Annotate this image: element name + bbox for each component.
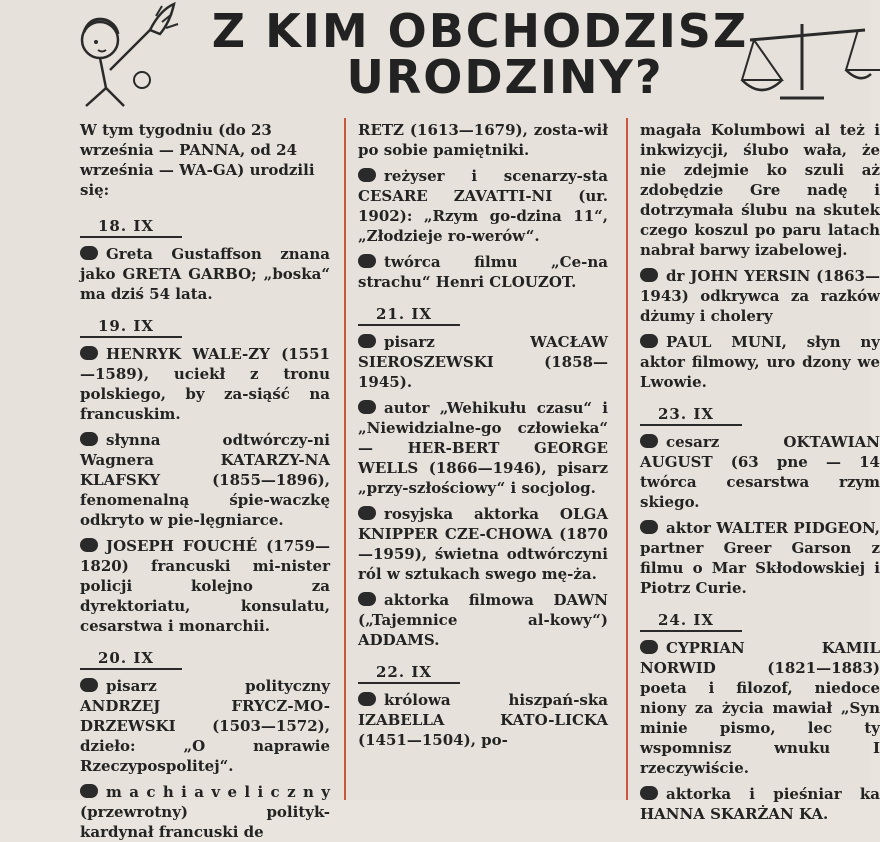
continued-text (358, 120, 608, 160)
page-heading (190, 4, 770, 104)
entry-text: magała Kolumbowi al też i inkwizycji, ślubo wała, że nie zdejmie ko szuli aż zdobędzie Gre nadę i dotrzymała ślubu na skutek czego koszul po paru latach nabrał barwy izabelowej. (640, 121, 880, 259)
intro-text: W tym tygodniu (do 23 września — PANNA, od 24 września — WA-GA) urodzili się: (80, 121, 315, 199)
entry-text: autor „Wehikułu czasu“ i „Niewidzialne-go człowieka“ — HER-BERT GEORGE WELLS (1866—1946), pisarz „przy-szłościowy“ i socjolog. (358, 399, 608, 497)
date-heading-row (80, 642, 330, 676)
entry-text: aktor WALTER PIDGEON, partner Greer Garson z filmu o Mar Skłodowskiej i Piotrz Curie. (640, 519, 880, 597)
bullet-icon (80, 784, 98, 798)
bullet-icon (80, 678, 98, 692)
continued-text (640, 120, 880, 260)
bullet-icon (358, 400, 376, 414)
date-heading-row (80, 210, 330, 244)
birthday-entry (80, 782, 330, 842)
entry-text: twórca filmu „Ce-na strachu“ Henri CLOUZOT. (358, 253, 608, 291)
bullet-icon (358, 592, 376, 606)
entry-text: cesarz OKTAWIAN AUGUST (63 pne — 14 twórca cesarstwa rzym skiego. (640, 433, 880, 511)
girl-with-cornucopia-illustration (70, 0, 190, 120)
entry-text: aktorka filmowa DAWN („Tajemnice al-kowy“) ADDAMS. (358, 591, 608, 649)
entry-text: Greta Gustaffson znana jako GRETA GARBO; „boska“ ma dziś 54 lata. (80, 245, 330, 303)
libra-scales-illustration (740, 20, 871, 110)
birthday-entry (80, 676, 330, 776)
date-heading: 19. IX (80, 316, 182, 338)
birthday-entry (80, 536, 330, 636)
date-heading: 23. IX (640, 404, 742, 426)
entry-text: m a c h i a v e l i c z n y (przewrotny) polityk-kardynał francuski de (80, 783, 330, 841)
date-heading-row (358, 656, 608, 690)
date-heading: 18. IX (80, 216, 182, 238)
birthday-entry (358, 332, 608, 392)
bullet-icon (80, 346, 98, 360)
entry-text: pisarz WACŁAW SIEROSZEWSKI (1858—1945). (358, 333, 608, 391)
bullet-icon (358, 168, 376, 182)
bullet-icon (80, 246, 98, 260)
birthday-entry (80, 344, 330, 424)
birthday-entry (640, 784, 880, 824)
date-heading: 20. IX (80, 648, 182, 670)
birthday-entry (80, 430, 330, 530)
bullet-icon (640, 434, 658, 448)
entry-text: aktorka i pieśniar ka HANNA SKARŻAN KA. (640, 785, 880, 823)
bullet-icon (358, 692, 376, 706)
birthday-entry (640, 432, 880, 512)
entry-text: CYPRIAN KAMIL NORWID (1821—1883) poeta i filozof, niedoce niony za życia mawiał „Syn minie pismo, lec ty wspomnisz wnuku I rzeczywiście. (640, 639, 880, 777)
date-heading-row (80, 310, 330, 344)
date-heading: 22. IX (358, 662, 460, 684)
entry-text: RETZ (1613—1679), zosta-wił po sobie pamiętniki. (358, 121, 608, 159)
date-heading: 24. IX (640, 610, 742, 632)
bullet-icon (640, 786, 658, 800)
bullet-icon (80, 432, 98, 446)
birthday-entry (358, 504, 608, 584)
entry-text: dr JOHN YERSIN (1863—1943) odkrywca za razków dżumy i cholery (640, 267, 880, 325)
heading-line-2: URODZINY? (346, 50, 664, 104)
entry-text: pisarz polityczny ANDRZEJ FRYCZ-MO-DRZEWSKI (1503—1572), dzieło: „O naprawie Rzeczypospolitej“. (80, 677, 330, 775)
column-rule (626, 118, 628, 800)
birthday-entry (358, 166, 608, 246)
bullet-icon (640, 640, 658, 654)
column-1 (80, 120, 330, 841)
date-heading: 21. IX (358, 304, 460, 326)
entry-text: PAUL MUNI, słyn ny aktor filmowy, uro dzony we Lwowie. (640, 333, 880, 391)
column-3 (640, 120, 880, 823)
column-2-blocks (358, 120, 608, 750)
birthday-entry (358, 398, 608, 498)
date-heading-row (358, 298, 608, 332)
birthday-entry (640, 332, 880, 392)
bullet-icon (80, 538, 98, 552)
birthday-entry (358, 252, 608, 292)
birthday-entry (640, 518, 880, 598)
column-rule (344, 118, 346, 800)
birthday-entry (358, 690, 608, 750)
entry-text: HENRYK WALE-ZY (1551—1589), uciekł z tronu polskiego, by za-siąść na francuskim. (80, 345, 330, 423)
column-3-blocks (640, 120, 880, 824)
bullet-icon (640, 334, 658, 348)
date-heading-row (640, 604, 880, 638)
birthday-entry (358, 590, 608, 650)
column-2 (358, 120, 608, 800)
entry-text: słynna odtwórczy-ni Wagnera KATARZY-NA KLAFSKY (1855—1896), fenomenalną śpie-waczkę odkryto w pie-lęgniarce. (80, 431, 330, 529)
birthday-entry (80, 244, 330, 304)
entry-text: reżyser i scenarzy-sta CESARE ZAVATTI-NI (ur. 1902): „Rzym go-dzina 11“, „Złodzieje ro-werów“. (358, 167, 608, 245)
bullet-icon (640, 268, 658, 282)
bullet-icon (640, 520, 658, 534)
birthday-entry (640, 638, 880, 778)
date-heading-row (640, 398, 880, 432)
birthday-entry (640, 266, 880, 326)
entry-text: królowa hiszpań-ska IZABELLA KATO-LICKA (1451—1504), po- (358, 691, 608, 749)
entry-text: JOSEPH FOUCHÉ (1759—1820) francuski mi-nister policji kolejno za dyrektoriatu, konsulatu, cesarstwa i monarchii. (80, 537, 330, 635)
column-1-blocks (80, 210, 330, 842)
bullet-icon (358, 334, 376, 348)
bullet-icon (358, 254, 376, 268)
bullet-icon (358, 506, 376, 520)
entry-text: rosyjska aktorka OLGA KNIPPER CZE-CHOWA (1870—1959), świetna odtwórczyni ról w sztukach swego mę-ża. (358, 505, 608, 583)
heading-line-1: Z KIM OBCHODZISZ (211, 4, 749, 58)
